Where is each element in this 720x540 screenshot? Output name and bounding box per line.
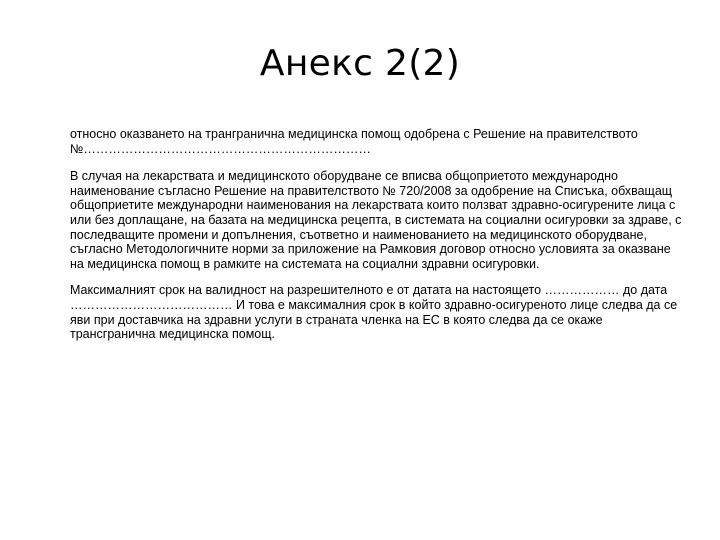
paragraph-validity: Максималният срок на валидност на разрешителното е от датата на настоящето ……………… до дата ………………………………… И това е максималния срок в който здравно-осигуреното лице следва да се яви при доставчика на здравни услуги в страната членка на ЕС в която следва да се окаже трансгранична медицинска помощ. <box>70 283 678 342</box>
slide-body <box>70 127 682 354</box>
paragraph-reference: относно оказването на трангранична медицинска помощ одобрена с Решение на правителството №…………………………………………………………… <box>70 127 638 156</box>
paragraph-medicines: В случая на лекарствата и медицинското оборудване се вписва общоприетото международно наименование съгласно Решение на правителството № 720/2008 за одобрение на Списъка, обхващащ общоприетите международни наименования на лекарствата които ползват здравно-осигурените лица с или без доплащане, на базата на медицинска рецепта, в системата на социални осигуровки за здраве, с последващите промени и допълнения, съответно и наименованието на медицинското оборудване, съгласно Методологичните норми за приложение на Рамковия договор относно условията за оказване на медицинска помощ в рамките на системата на социални здравни осигуровки. <box>70 169 682 271</box>
slide-title: Анекс 2(2) <box>259 43 461 84</box>
